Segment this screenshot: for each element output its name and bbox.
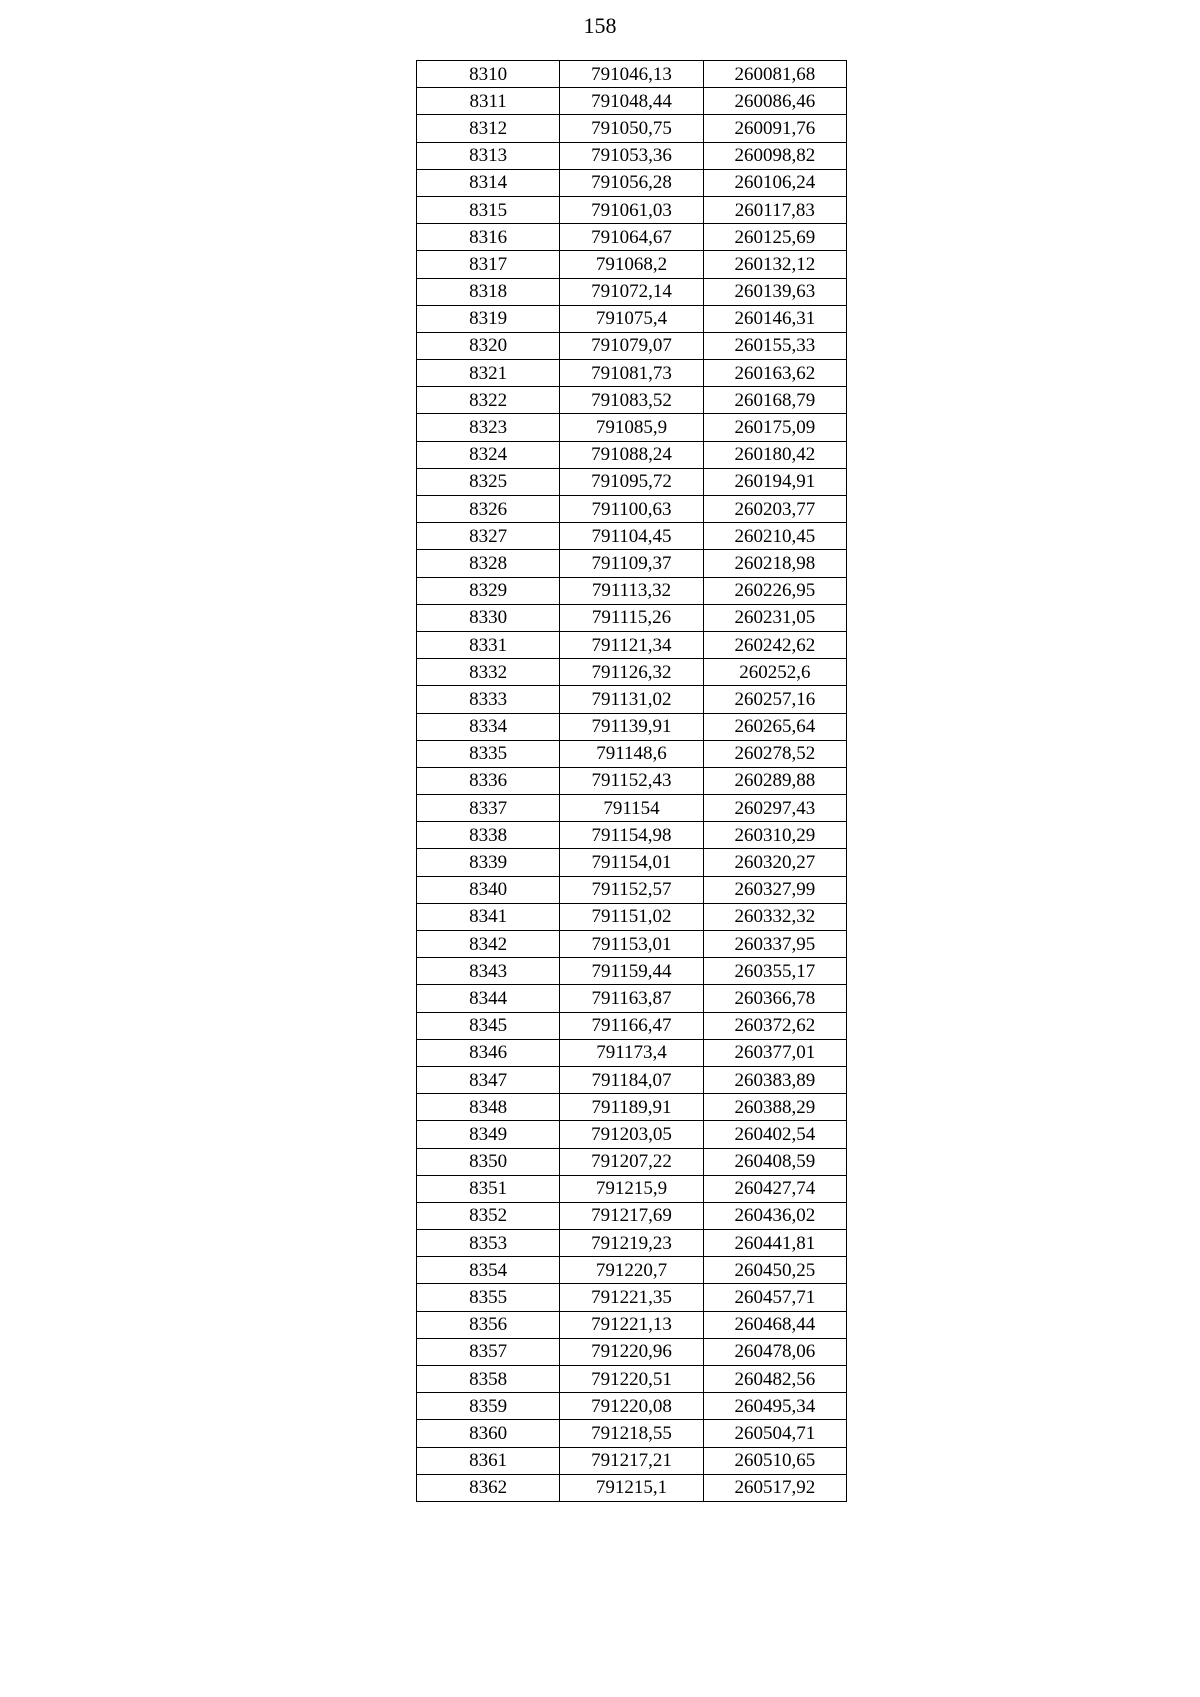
y-coordinate-cell: 260510,65 [703, 1447, 846, 1474]
table-row [417, 1039, 847, 1066]
x-coordinate-cell: 791079,07 [560, 332, 703, 359]
x-coordinate-cell: 791048,44 [560, 88, 703, 115]
y-coordinate-cell: 260252,6 [703, 659, 846, 686]
table-row [417, 496, 847, 523]
table-row [417, 169, 847, 196]
x-coordinate-cell: 791152,43 [560, 767, 703, 794]
x-coordinate-cell: 791126,32 [560, 659, 703, 686]
point-number-cell: 8356 [417, 1311, 560, 1338]
y-coordinate-cell: 260194,91 [703, 468, 846, 495]
y-coordinate-cell: 260146,31 [703, 305, 846, 332]
y-coordinate-cell: 260098,82 [703, 142, 846, 169]
table-row [417, 1311, 847, 1338]
x-coordinate-cell: 791113,32 [560, 577, 703, 604]
x-coordinate-cell: 791121,34 [560, 631, 703, 658]
x-coordinate-cell: 791085,9 [560, 414, 703, 441]
point-number-cell: 8319 [417, 305, 560, 332]
x-coordinate-cell: 791072,14 [560, 278, 703, 305]
x-coordinate-cell: 791220,96 [560, 1338, 703, 1365]
x-coordinate-cell: 791220,7 [560, 1257, 703, 1284]
x-coordinate-cell: 791221,13 [560, 1311, 703, 1338]
y-coordinate-cell: 260377,01 [703, 1039, 846, 1066]
x-coordinate-cell: 791100,63 [560, 496, 703, 523]
x-coordinate-cell: 791131,02 [560, 686, 703, 713]
y-coordinate-cell: 260504,71 [703, 1420, 846, 1447]
table-row [417, 523, 847, 550]
point-number-cell: 8338 [417, 822, 560, 849]
x-coordinate-cell: 791154 [560, 795, 703, 822]
x-coordinate-cell: 791159,44 [560, 958, 703, 985]
point-number-cell: 8323 [417, 414, 560, 441]
y-coordinate-cell: 260517,92 [703, 1474, 846, 1501]
x-coordinate-cell: 791088,24 [560, 441, 703, 468]
table-row [417, 1284, 847, 1311]
x-coordinate-cell: 791152,57 [560, 876, 703, 903]
x-coordinate-cell: 791068,2 [560, 251, 703, 278]
y-coordinate-cell: 260372,62 [703, 1012, 846, 1039]
point-number-cell: 8349 [417, 1121, 560, 1148]
point-number-cell: 8330 [417, 604, 560, 631]
y-coordinate-cell: 260327,99 [703, 876, 846, 903]
x-coordinate-cell: 791139,91 [560, 713, 703, 740]
x-coordinate-cell: 791220,51 [560, 1366, 703, 1393]
table-row [417, 1094, 847, 1121]
y-coordinate-cell: 260337,95 [703, 931, 846, 958]
point-number-cell: 8321 [417, 360, 560, 387]
y-coordinate-cell: 260310,29 [703, 822, 846, 849]
y-coordinate-cell: 260482,56 [703, 1366, 846, 1393]
coordinates-table-body [417, 61, 847, 1502]
table-row [417, 441, 847, 468]
table-row [417, 604, 847, 631]
x-coordinate-cell: 791050,75 [560, 115, 703, 142]
y-coordinate-cell: 260203,77 [703, 496, 846, 523]
table-row [417, 1202, 847, 1229]
y-coordinate-cell: 260155,33 [703, 332, 846, 359]
y-coordinate-cell: 260086,46 [703, 88, 846, 115]
table-row [417, 360, 847, 387]
x-coordinate-cell: 791173,4 [560, 1039, 703, 1066]
point-number-cell: 8351 [417, 1175, 560, 1202]
point-number-cell: 8328 [417, 550, 560, 577]
x-coordinate-cell: 791207,22 [560, 1148, 703, 1175]
y-coordinate-cell: 260125,69 [703, 224, 846, 251]
point-number-cell: 8350 [417, 1148, 560, 1175]
table-row [417, 196, 847, 223]
y-coordinate-cell: 260427,74 [703, 1175, 846, 1202]
table-row [417, 631, 847, 658]
point-number-cell: 8361 [417, 1447, 560, 1474]
point-number-cell: 8314 [417, 169, 560, 196]
point-number-cell: 8317 [417, 251, 560, 278]
y-coordinate-cell: 260132,12 [703, 251, 846, 278]
y-coordinate-cell: 260383,89 [703, 1066, 846, 1093]
y-coordinate-cell: 260478,06 [703, 1338, 846, 1365]
y-coordinate-cell: 260408,59 [703, 1148, 846, 1175]
y-coordinate-cell: 260226,95 [703, 577, 846, 604]
x-coordinate-cell: 791217,69 [560, 1202, 703, 1229]
point-number-cell: 8333 [417, 686, 560, 713]
table-row [417, 958, 847, 985]
table-row [417, 931, 847, 958]
x-coordinate-cell: 791083,52 [560, 387, 703, 414]
point-number-cell: 8340 [417, 876, 560, 903]
x-coordinate-cell: 791151,02 [560, 903, 703, 930]
x-coordinate-cell: 791220,08 [560, 1393, 703, 1420]
y-coordinate-cell: 260366,78 [703, 985, 846, 1012]
y-coordinate-cell: 260436,02 [703, 1202, 846, 1229]
point-number-cell: 8327 [417, 523, 560, 550]
x-coordinate-cell: 791215,1 [560, 1474, 703, 1501]
table-row [417, 278, 847, 305]
table-row [417, 115, 847, 142]
table-row [417, 1012, 847, 1039]
point-number-cell: 8353 [417, 1230, 560, 1257]
y-coordinate-cell: 260289,88 [703, 767, 846, 794]
table-row [417, 659, 847, 686]
table-row [417, 822, 847, 849]
point-number-cell: 8313 [417, 142, 560, 169]
point-number-cell: 8347 [417, 1066, 560, 1093]
table-row [417, 740, 847, 767]
point-number-cell: 8312 [417, 115, 560, 142]
x-coordinate-cell: 791163,87 [560, 985, 703, 1012]
y-coordinate-cell: 260320,27 [703, 849, 846, 876]
y-coordinate-cell: 260278,52 [703, 740, 846, 767]
table-row [417, 305, 847, 332]
y-coordinate-cell: 260231,05 [703, 604, 846, 631]
point-number-cell: 8322 [417, 387, 560, 414]
x-coordinate-cell: 791115,26 [560, 604, 703, 631]
point-number-cell: 8318 [417, 278, 560, 305]
y-coordinate-cell: 260457,71 [703, 1284, 846, 1311]
y-coordinate-cell: 260468,44 [703, 1311, 846, 1338]
x-coordinate-cell: 791104,45 [560, 523, 703, 550]
table-row [417, 876, 847, 903]
x-coordinate-cell: 791221,35 [560, 1284, 703, 1311]
y-coordinate-cell: 260210,45 [703, 523, 846, 550]
y-coordinate-cell: 260163,62 [703, 360, 846, 387]
x-coordinate-cell: 791056,28 [560, 169, 703, 196]
y-coordinate-cell: 260218,98 [703, 550, 846, 577]
point-number-cell: 8355 [417, 1284, 560, 1311]
table-row [417, 1447, 847, 1474]
table-row [417, 61, 847, 88]
table-row [417, 88, 847, 115]
point-number-cell: 8329 [417, 577, 560, 604]
table-row [417, 332, 847, 359]
x-coordinate-cell: 791061,03 [560, 196, 703, 223]
point-number-cell: 8336 [417, 767, 560, 794]
x-coordinate-cell: 791046,13 [560, 61, 703, 88]
x-coordinate-cell: 791153,01 [560, 931, 703, 958]
table-row [417, 795, 847, 822]
point-number-cell: 8316 [417, 224, 560, 251]
point-number-cell: 8335 [417, 740, 560, 767]
table-row [417, 1175, 847, 1202]
table-row [417, 713, 847, 740]
table-row [417, 224, 847, 251]
table-row [417, 142, 847, 169]
point-number-cell: 8354 [417, 1257, 560, 1284]
x-coordinate-cell: 791217,21 [560, 1447, 703, 1474]
y-coordinate-cell: 260297,43 [703, 795, 846, 822]
table-row [417, 985, 847, 1012]
x-coordinate-cell: 791075,4 [560, 305, 703, 332]
point-number-cell: 8341 [417, 903, 560, 930]
point-number-cell: 8332 [417, 659, 560, 686]
table-row [417, 1420, 847, 1447]
y-coordinate-cell: 260355,17 [703, 958, 846, 985]
table-row [417, 1338, 847, 1365]
x-coordinate-cell: 791215,9 [560, 1175, 703, 1202]
y-coordinate-cell: 260175,09 [703, 414, 846, 441]
table-row [417, 414, 847, 441]
x-coordinate-cell: 791184,07 [560, 1066, 703, 1093]
table-row [417, 251, 847, 278]
x-coordinate-cell: 791203,05 [560, 1121, 703, 1148]
table-row [417, 550, 847, 577]
y-coordinate-cell: 260402,54 [703, 1121, 846, 1148]
x-coordinate-cell: 791095,72 [560, 468, 703, 495]
x-coordinate-cell: 791218,55 [560, 1420, 703, 1447]
point-number-cell: 8352 [417, 1202, 560, 1229]
point-number-cell: 8325 [417, 468, 560, 495]
table-row [417, 577, 847, 604]
table-row [417, 1366, 847, 1393]
point-number-cell: 8324 [417, 441, 560, 468]
point-number-cell: 8346 [417, 1039, 560, 1066]
table-row [417, 1121, 847, 1148]
x-coordinate-cell: 791148,6 [560, 740, 703, 767]
point-number-cell: 8345 [417, 1012, 560, 1039]
point-number-cell: 8339 [417, 849, 560, 876]
table-row [417, 903, 847, 930]
y-coordinate-cell: 260265,64 [703, 713, 846, 740]
point-number-cell: 8362 [417, 1474, 560, 1501]
table-row [417, 849, 847, 876]
table-row [417, 1230, 847, 1257]
y-coordinate-cell: 260180,42 [703, 441, 846, 468]
point-number-cell: 8310 [417, 61, 560, 88]
table-row [417, 1393, 847, 1420]
y-coordinate-cell: 260091,76 [703, 115, 846, 142]
y-coordinate-cell: 260332,32 [703, 903, 846, 930]
table-row [417, 767, 847, 794]
y-coordinate-cell: 260441,81 [703, 1230, 846, 1257]
point-number-cell: 8326 [417, 496, 560, 523]
y-coordinate-cell: 260168,79 [703, 387, 846, 414]
y-coordinate-cell: 260257,16 [703, 686, 846, 713]
point-number-cell: 8337 [417, 795, 560, 822]
x-coordinate-cell: 791154,98 [560, 822, 703, 849]
y-coordinate-cell: 260450,25 [703, 1257, 846, 1284]
point-number-cell: 8359 [417, 1393, 560, 1420]
table-row [417, 686, 847, 713]
x-coordinate-cell: 791109,37 [560, 550, 703, 577]
x-coordinate-cell: 791064,67 [560, 224, 703, 251]
point-number-cell: 8357 [417, 1338, 560, 1365]
point-number-cell: 8334 [417, 713, 560, 740]
x-coordinate-cell: 791053,36 [560, 142, 703, 169]
y-coordinate-cell: 260139,63 [703, 278, 846, 305]
x-coordinate-cell: 791166,47 [560, 1012, 703, 1039]
y-coordinate-cell: 260388,29 [703, 1094, 846, 1121]
point-number-cell: 8360 [417, 1420, 560, 1447]
coordinates-table [416, 60, 847, 1502]
point-number-cell: 8320 [417, 332, 560, 359]
point-number-cell: 8344 [417, 985, 560, 1012]
point-number-cell: 8311 [417, 88, 560, 115]
y-coordinate-cell: 260117,83 [703, 196, 846, 223]
table-row [417, 1066, 847, 1093]
table-row [417, 1148, 847, 1175]
table-row [417, 1257, 847, 1284]
x-coordinate-cell: 791154,01 [560, 849, 703, 876]
table-row [417, 1474, 847, 1501]
point-number-cell: 8343 [417, 958, 560, 985]
page-number: 158 [583, 13, 617, 38]
point-number-cell: 8315 [417, 196, 560, 223]
y-coordinate-cell: 260495,34 [703, 1393, 846, 1420]
x-coordinate-cell: 791081,73 [560, 360, 703, 387]
point-number-cell: 8348 [417, 1094, 560, 1121]
y-coordinate-cell: 260081,68 [703, 61, 846, 88]
point-number-cell: 8342 [417, 931, 560, 958]
point-number-cell: 8331 [417, 631, 560, 658]
y-coordinate-cell: 260242,62 [703, 631, 846, 658]
table-row [417, 468, 847, 495]
table-row [417, 387, 847, 414]
point-number-cell: 8358 [417, 1366, 560, 1393]
x-coordinate-cell: 791189,91 [560, 1094, 703, 1121]
y-coordinate-cell: 260106,24 [703, 169, 846, 196]
x-coordinate-cell: 791219,23 [560, 1230, 703, 1257]
